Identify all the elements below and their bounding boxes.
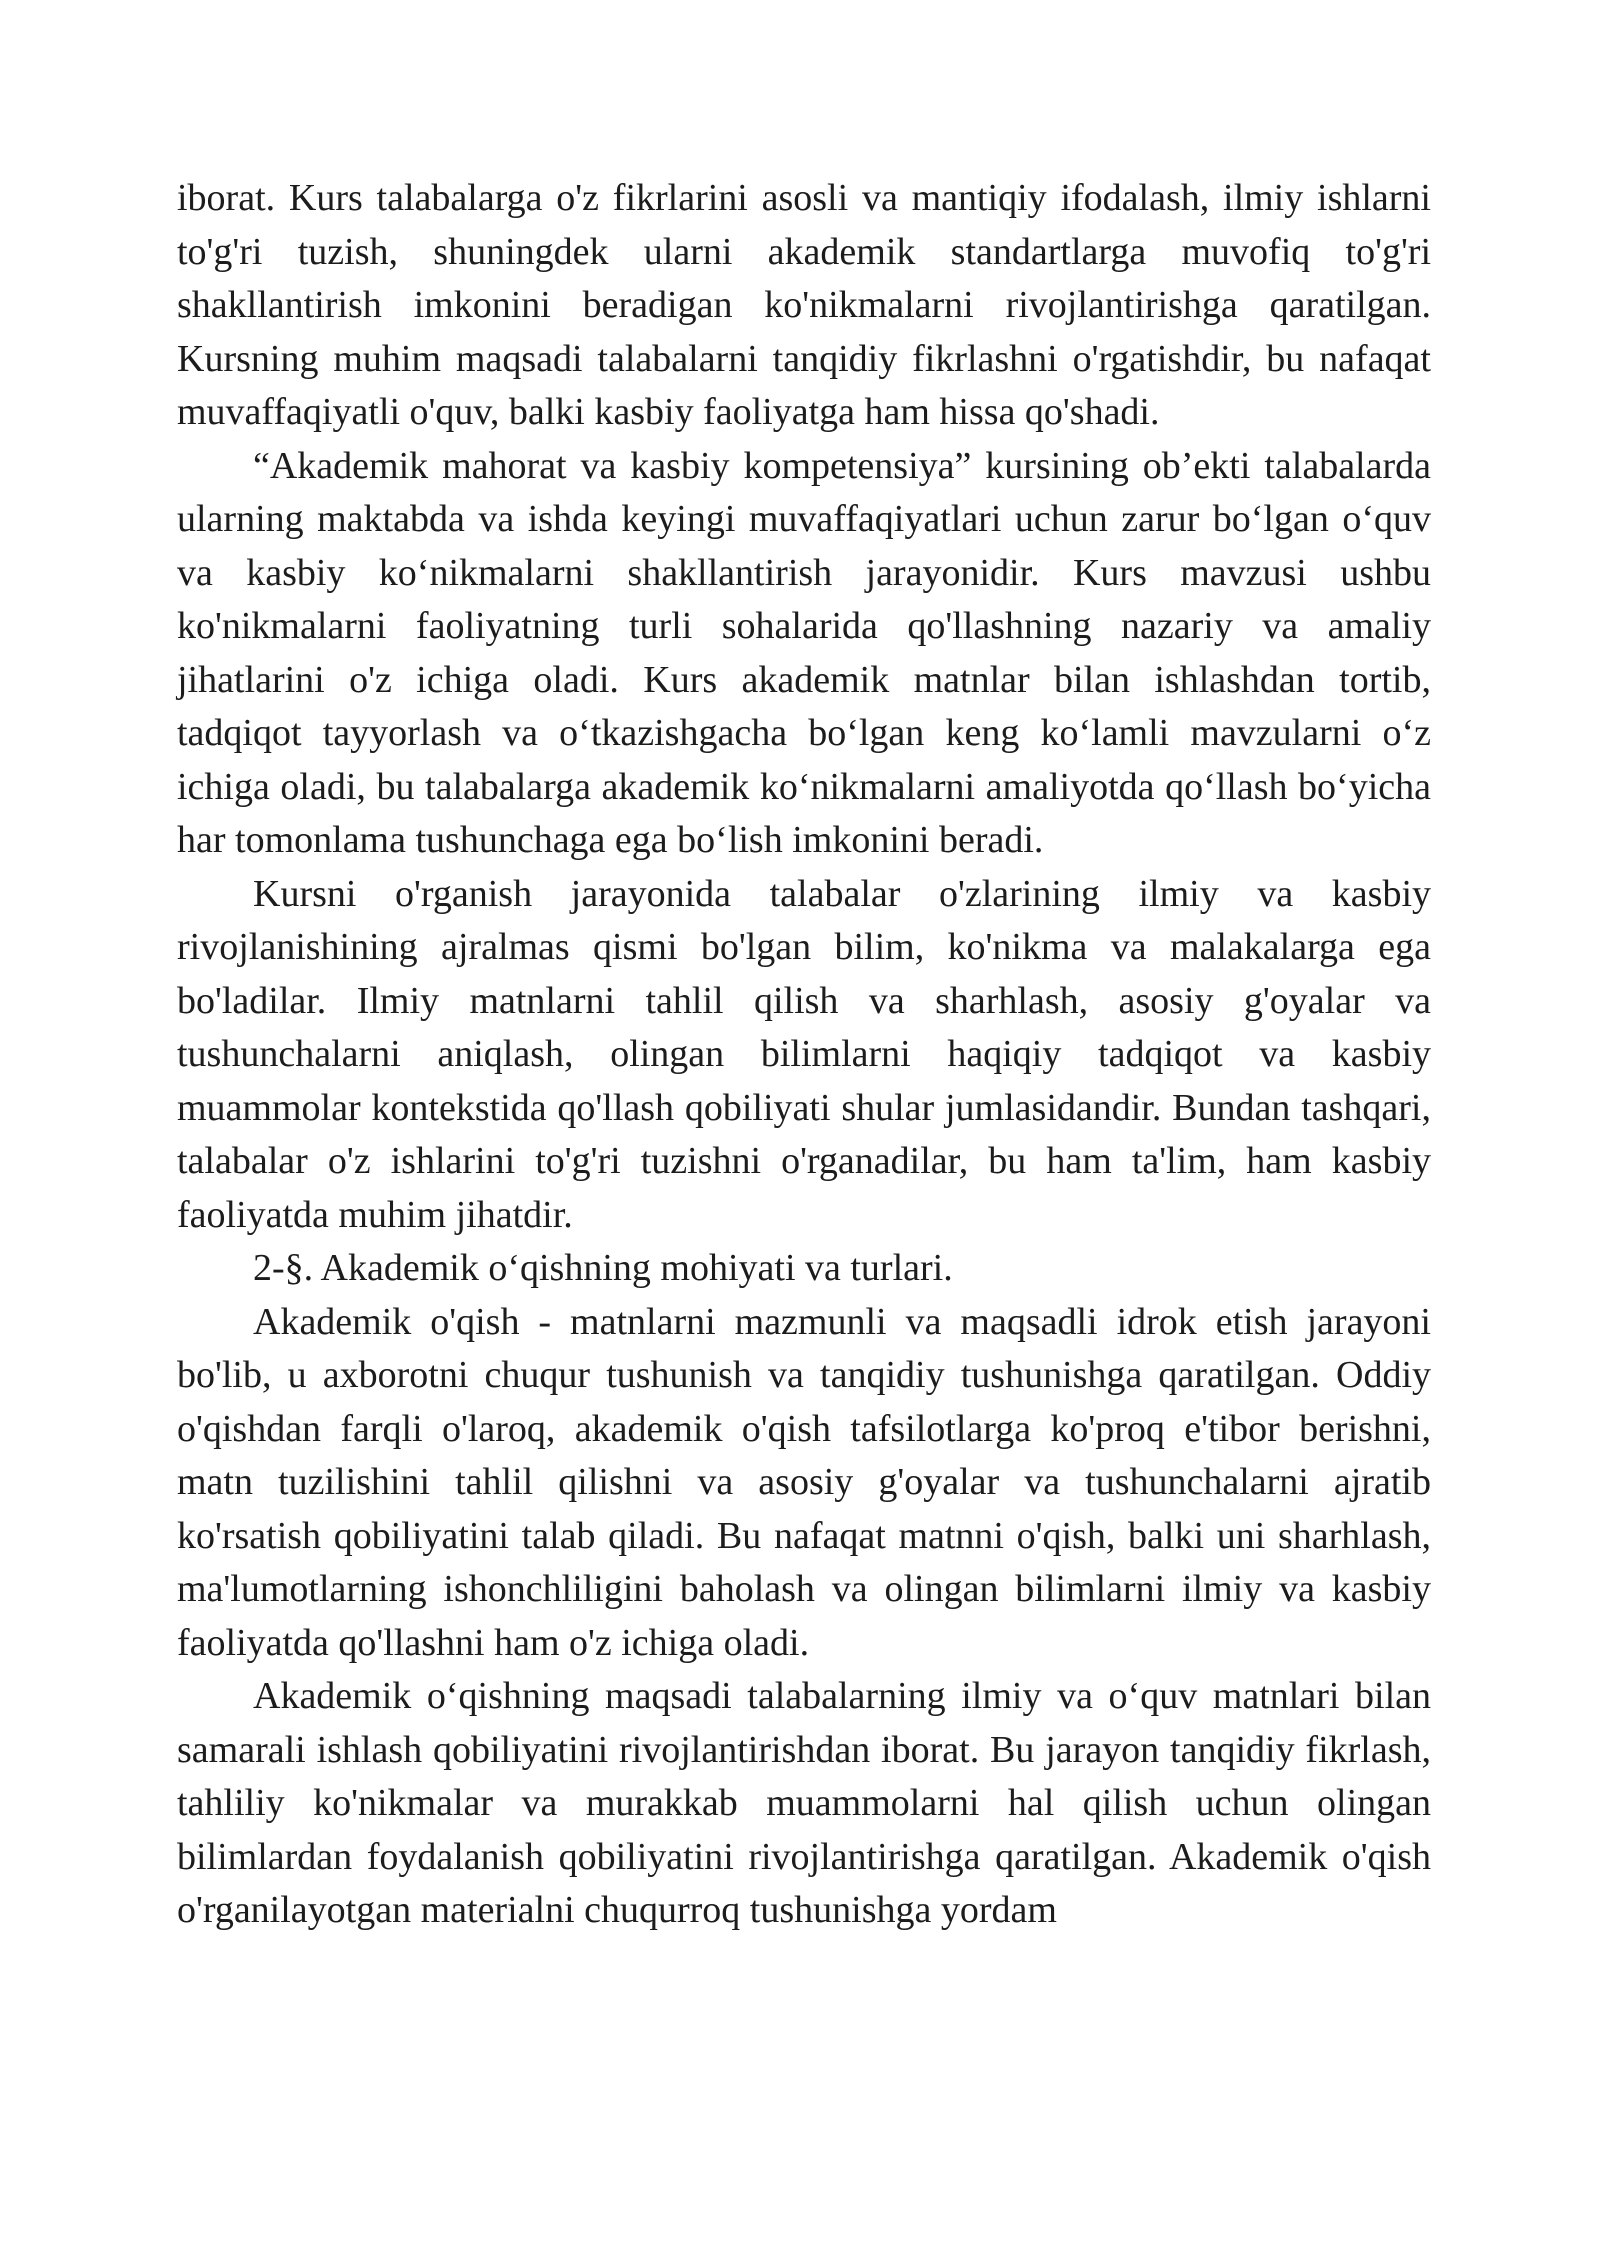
paragraph-continuation: iborat. Kurs talabalarga o'z fikrlarini asosli va mantiqiy ifodalash, ilmiy ishlarni to'g'ri tuzish, shuningdek ularni akademik standartlarga muvofiq to'g'ri shakllantirish imkonini beradigan ko'nikmalarni rivojlantirishga qaratilgan. Kursning muhim maqsadi talabalarni tanqidiy fikrlashni o'rgatishdir, bu nafaqat muvaffaqiyatli o'quv, balki kasbiy faoliyatga ham hissa qo'shadi.: [177, 177, 1431, 433]
document-body: [177, 172, 1431, 1938]
paragraph-course-skills: Kursni o'rganish jarayonida talabalar o'zlarining ilmiy va kasbiy rivojlanishining ajralmas qismi bo'lgan bilim, ko'nikma va malakalarga ega bo'ladilar. Ilmiy matnlarni tahlil qilish va sharhlash, asosiy g'oyalar va tushunchalarni aniqlash, olingan bilimlarni haqiqiy tadqiqot va kasbiy muammolar kontekstida qo'llash qobiliyati shular jumlasidandir. Bundan tashqari, talabalar o'z ishlarini to'g'ri tuzishni o'rganadilar, bu ham ta'lim, ham kasbiy faoliyatda muhim jihatdir.: [177, 872, 1431, 1236]
paragraph-academic-reading-purpose: Akademik o‘qishning maqsadi talabalarning ilmiy va o‘quv matnlari bilan samarali ishlash qobiliyatini rivojlantirishdan iborat. Bu jarayon tanqidiy fikrlash, tahliliy ko'nikmalar va murakkab muammolarni hal qilish uchun olingan bilimlardan foydalanish qobiliyatini rivojlantirishga qaratilgan. Akademik o'qish o'rganilayotgan materialni chuqurroq tushunishga yordam: [177, 1675, 1431, 1931]
paragraph-course-object: “Akademik mahorat va kasbiy kompetensiya” kursining ob’ekti talabalarda ularning maktabda va ishda keyingi muvaffaqiyatlari uchun zarur bo‘lgan o‘quv va kasbiy ko‘nikmalarni shakllantirish jarayonidir. Kurs mavzusi ushbu ko'nikmalarni faoliyatning turli sohalarida qo'llashning nazariy va amaliy jihatlarini o'z ichiga oladi. Kurs akademik matnlar bilan ishlashdan tortib, tadqiqot tayyorlash va o‘tkazishgacha bo‘lgan keng ko‘lamli mavzularni o‘z ichiga oladi, bu talabalarga akademik ko‘nikmalarni amaliyotda qo‘llash bo‘yicha har tomonlama tushunchaga ega bo‘lish imkonini beradi.: [177, 444, 1431, 861]
paragraph-academic-reading-definition: Akademik o'qish - matnlarni mazmunli va maqsadli idrok etish jarayoni bo'lib, u axborotni chuqur tushunish va tanqidiy tushunishga qaratilgan. Oddiy o'qishdan farqli o'laroq, akademik o'qish tafsilotlarga ko'proq e'tibor berishni, matn tuzilishini tahlil qilishni va asosiy g'oyalar va tushunchalarni ajratib ko'rsatish qobiliyatini talab qiladi. Bu nafaqat matnni o'qish, balki uni sharhlash, ma'lumotlarning ishonchliligini baholash va olingan bilimlarni ilmiy va kasbiy faoliyatda qo'llashni ham o'z ichiga oladi.: [177, 1300, 1431, 1664]
section-heading: 2-§. Akademik o‘qishning mohiyati va turlari.: [253, 1247, 953, 1289]
